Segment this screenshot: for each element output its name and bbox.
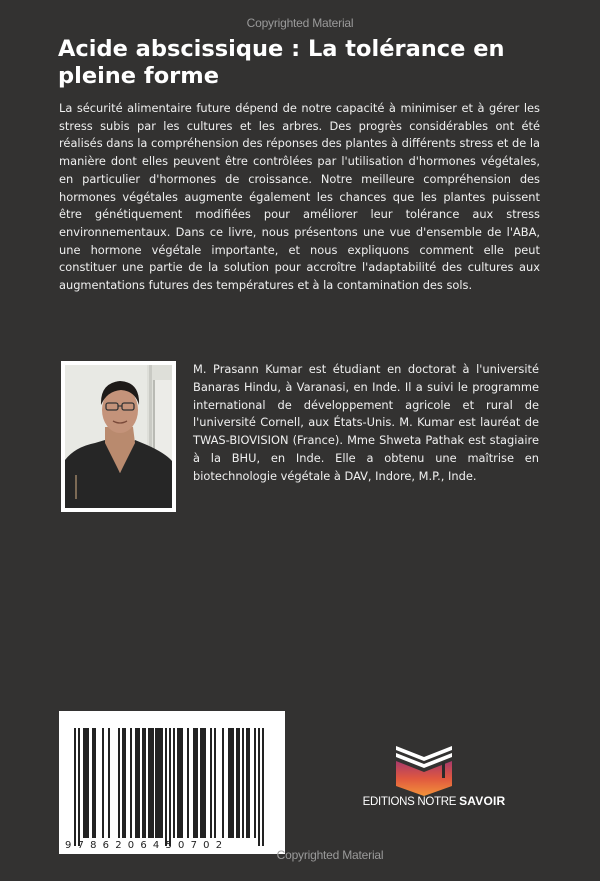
publisher-name-bold: SAVOIR — [459, 794, 506, 808]
author-photo-frame — [61, 361, 176, 512]
book-summary: La sécurité alimentaire future dépend de notre capacité à minimiser et à gérer les stress subis par les cultures et les arbres. Des progrès considérables ont été réalisés dans la compréhension des réponses des plantes à différents stress et de la manière dont elles peuvent être contrôlées par l'utilisation d'hormones végétales, en particulier d'hormones de croissance. Notre meilleure compréhension des hormones végétales augmente également les chances que les plantes puissent être génétiquement modifiées pour améliorer leur tolérance aux stress environnementaux. Dans ce livre, nous présentons une vue d'ensemble de l'ABA, une hormone végétale importante, et nous expliquons comment elle peut constituer une partie de la solution pour accroître l'adaptabilité des cultures aux augmentations futures des températures et à la contamination des sols. — [59, 101, 540, 293]
publisher-name — [354, 794, 514, 808]
isbn-number: 9786206450702 — [65, 840, 229, 851]
copyright-watermark-top: Copyrighted Material — [246, 16, 354, 30]
author-bio: M. Prasann Kumar est étudiant en doctorat à l'université Banaras Hindu, à Varanasi, en Inde. Il a suivi le programme international de développement agricole et rural de l'université Cornell, aux États-Unis. M. Kumar est lauréat de TWAS-BIOVISION (France). Mme Shweta Pathak est stagiaire à la BHU, en Inde. Elle a obtenu une maîtrise en biotechnologie végétale à DAV, Indore, M.P., Inde. — [193, 362, 539, 483]
barcode-bars — [74, 728, 272, 840]
book-title: Acide abscissique : La tolérance en pleine forme — [58, 36, 505, 89]
isbn-barcode — [59, 711, 285, 854]
publisher-name-regular: EDITIONS NOTRE — [362, 796, 460, 808]
copyright-watermark-bottom: Copyrighted Material — [276, 848, 384, 862]
author-photo — [65, 365, 172, 508]
author-portrait-icon — [65, 365, 172, 508]
